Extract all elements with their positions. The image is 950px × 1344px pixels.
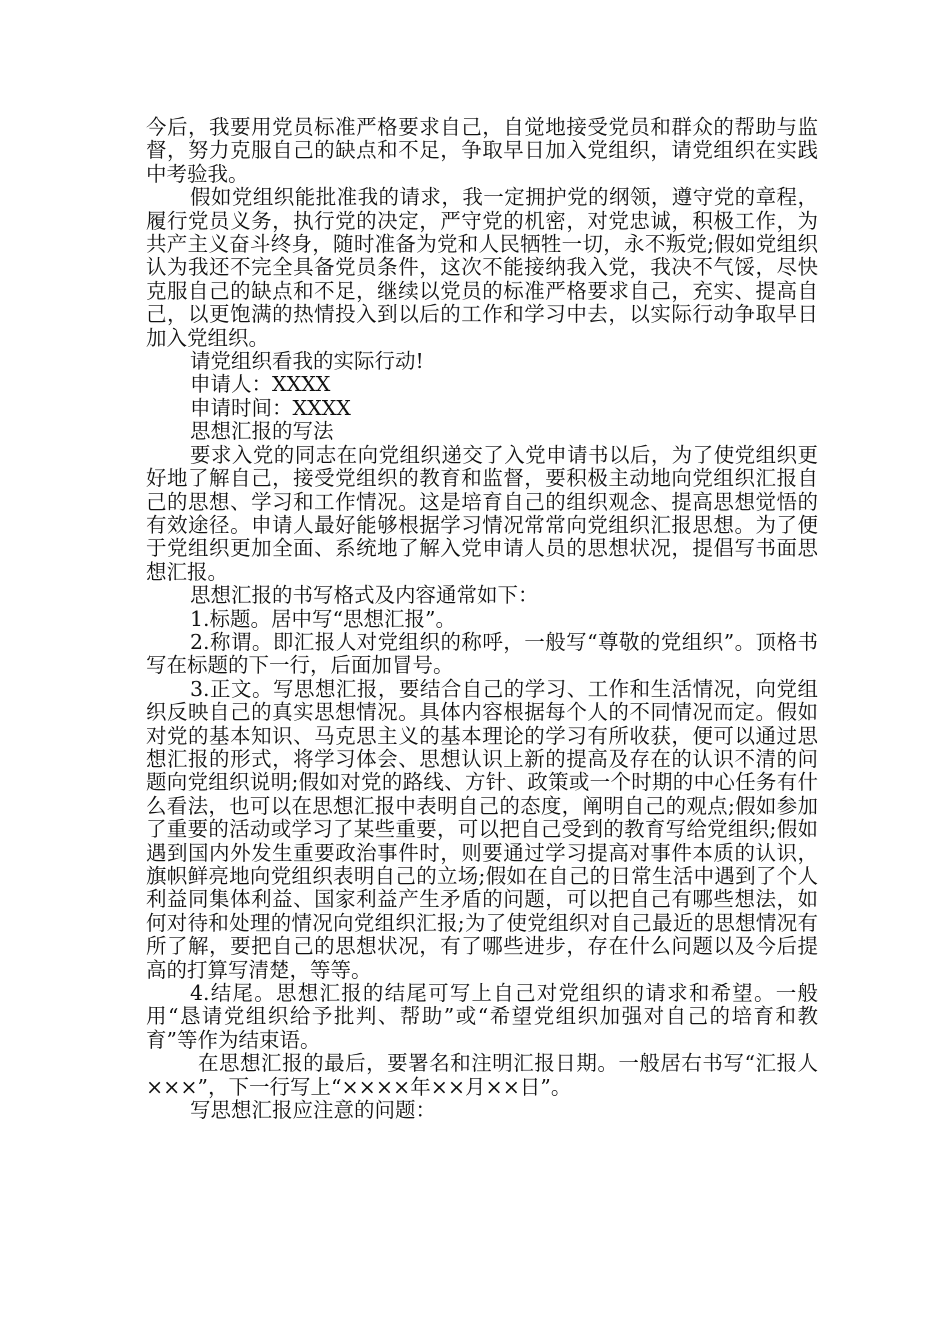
application-date-line: 申请时间：XXXX [190,395,351,420]
paragraph-introduction: 要求入党的同志在向党组织递交了入党申请书以后，为了使党组织更好地了解自己，接受党组织的教育和监督，要积极主动地向党组织汇报自己的思想、学习和工作情况。这是培育自己的组织观念、提高思想觉悟的有效途径。申请人最好能够根据学习情况常常向党组织汇报思想。为了便于党组织更加全面、系统地了解入党申请人员的思想状况，提倡写书面思想汇报。 [146,442,818,584]
paragraph-request-action: 请党组织看我的实际行动! [190,349,424,374]
list-item-body: 3.正文。写思想汇报，要结合自己的学习、工作和生活情况，向党组织反映自己的真实思想情况。具体内容根据每个人的不同情况而定。假如对党的基本知识、马克思主义的基本理论的学习有所收获，便可以通过思想汇报的形式，将学习体会、思想认识上新的提高及存在的认识不清的问题向党组织说明;假如对党的路线、方针、政策或一个时期的中心任务有什么看法，也可以在思想汇报中表明自己的态度，阐明自己的观点;假如参加了重要的活动或学习了某些重要，可以把自己受到的教育写给党组织;假如遇到国内外发生重要政治事件时，则要通过学习提高对事件本质的认识，旗帜鲜亮地向党组织表明自己的立场;假如在自己的日常生活中遇到了个人利益同集体利益、国家利益产生矛盾的问题，可以把自己有哪些想法，如何对待和处理的情况向党组织汇报;为了使党组织对自己最近的思想情况有所了解，要把自己的思想状况，有了哪些进步，存在什么问题以及今后提高的打算写清楚，等等。 [146,676,818,982]
section-heading-writing-method: 思想汇报的写法 [190,419,334,444]
paragraph-closing-commitment: 今后，我要用党员标准严格要求自己，自觉地接受党员和群众的帮助与监督，努力克服自己的缺点和不足，争取早日加入党组织，请党组织在实践中考验我。 [146,115,818,186]
list-item-ending: 4.结尾。思想汇报的结尾可写上自己对党组织的请求和希望。一般用“恳请党组织给予批判、帮助”或“希望党组织加强对自己的培育和教育”等作为结束语。 [146,981,818,1052]
list-item-salutation: 2.称谓。即汇报人对党组织的称呼，一般写“尊敬的党组织”。顶格书写在标题的下一行，后面加冒号。 [146,629,818,678]
paragraph-notes-heading: 写思想汇报应注意的问题： [190,1098,436,1123]
paragraph-signature: 在思想汇报的最后，要署名和注明汇报日期。一般居右书写“汇报人×××”，下一行写上“××××年××月××日”。 [146,1051,818,1099]
list-item-title: 1.标题。居中写“思想汇报”。 [190,606,457,631]
paragraph-pledge: 假如党组织能批准我的请求，我一定拥护党的纲领，遵守党的章程，履行党员义务，执行党的决定，严守党的机密，对党忠诚，积极工作，为共产主义奋斗终身，随时准备为党和人民牺牲一切，永不叛党;假如党组织认为我还不完全具备党员条件，这次不能接纳我入党，我决不气馁，尽快克服自己的缺点和不足，继续以党员的标准严格要求自己，充实、提高自己，以更饱满的热情投入到以后的工作和学习中去，以实际行动争取早日加入党组织。 [146,185,818,350]
applicant-line: 申请人：XXXX [190,372,331,397]
document-page [146,116,818,1122]
paragraph-format-overview: 思想汇报的书写格式及内容通常如下： [190,583,539,608]
